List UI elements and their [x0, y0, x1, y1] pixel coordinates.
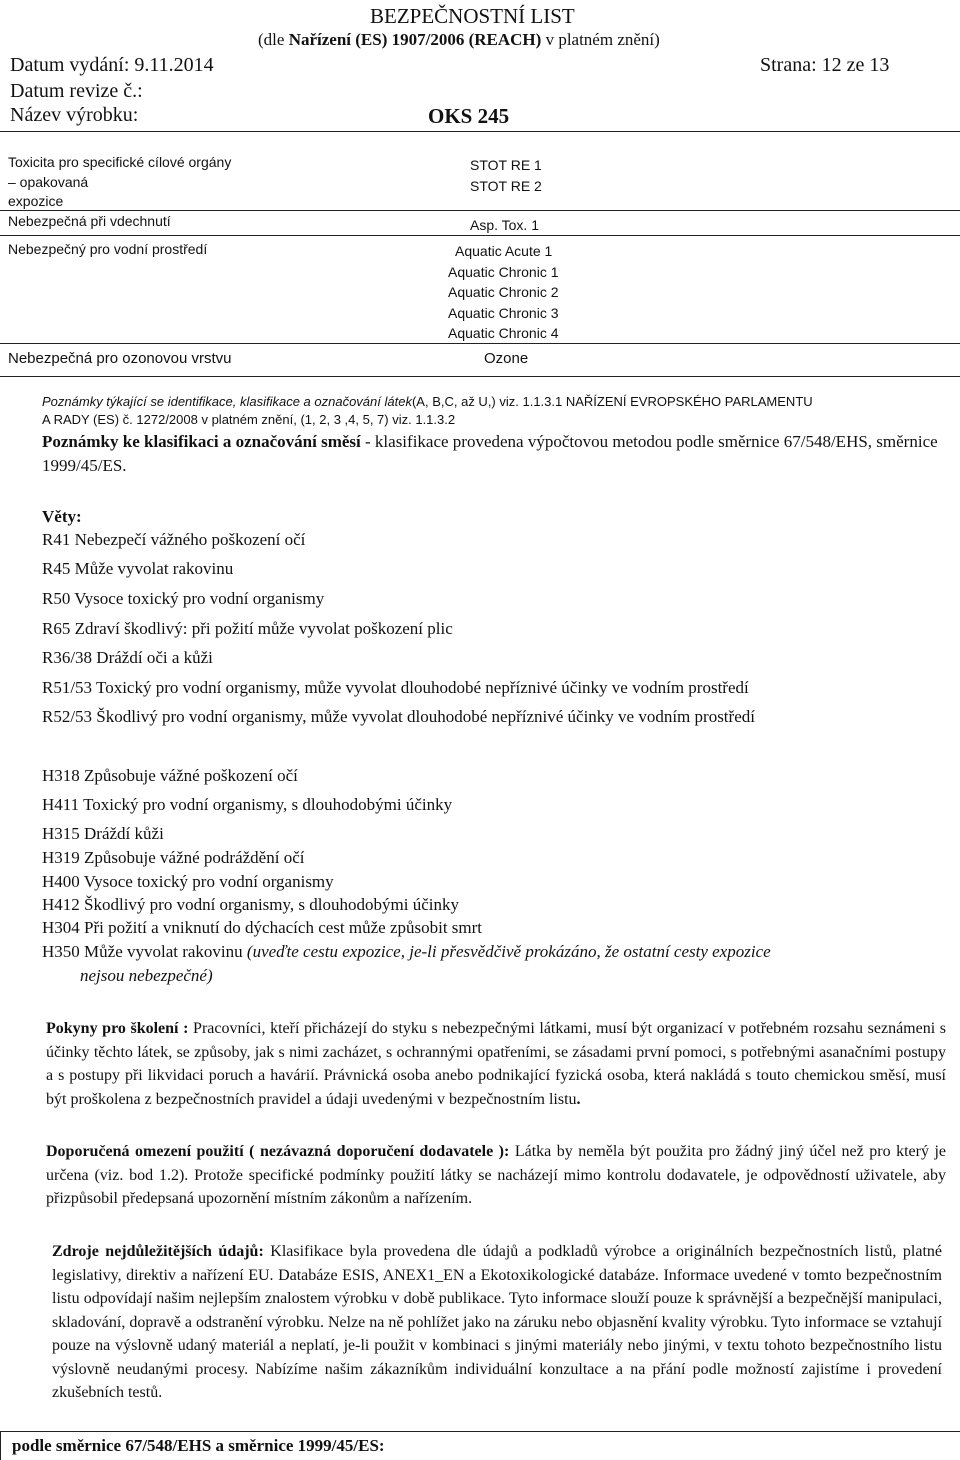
hazard-value: Aquatic Acute 1: [455, 243, 553, 259]
r-phrase: R41 Nebezpečí vážného poškození očí: [42, 530, 306, 549]
hazard-label: Nebezpečná při vdechnutí: [8, 213, 171, 229]
page-label: Strana:: [760, 54, 817, 76]
training-heading: Pokyny pro školení :: [46, 1020, 189, 1037]
r-phrases-heading: Věty:: [42, 507, 82, 526]
footer-directive: podle směrnice 67/548/EHS a směrnice 1999/45/ES:: [12, 1436, 385, 1455]
hazard-value: Aquatic Chronic 3: [448, 305, 559, 321]
hazard-label: Toxicita pro specifické cílové orgány: [8, 154, 232, 170]
identification-notes-ref-1: (A, B,C, až U,) viz. 1.1.3.1 NAŘÍZENÍ EVROPSKÉHO PARLAMENTU: [411, 394, 813, 409]
hazard-label: – opakovaná: [8, 174, 89, 190]
r-phrase: R51/53 Toxický pro vodní organismy, může vyvolat dlouhodobé nepříznivé účinky ve vodním prostředí: [42, 678, 749, 697]
hazard-value: Aquatic Chronic 2: [448, 284, 559, 300]
hazard-value: STOT RE 1: [470, 157, 542, 173]
h-phrase: H400 Vysoce toxický pro vodní organismy: [42, 872, 334, 891]
training-section: [46, 1017, 946, 1111]
document-subtitle: [258, 30, 660, 50]
h350-note: (uveďte cestu expozice, je-li přesvědčivě prokázáno, že ostatní cesty expozice: [246, 942, 771, 961]
restrictions-text: Látka by neměla být použita pro žádný jiný účel než pro který je určena (viz. bod 1.2). Protože specifické podmínky použití látky se nacházejí mimo kontrolu dodavatele, je odpovědností uživatele, aby přizpůsobil předepsaná upozornění místním zákonům a nařízením.: [46, 1143, 946, 1207]
sources-section: [52, 1240, 942, 1405]
footer-left-border: [0, 1432, 1, 1460]
page-indicator: [760, 54, 889, 77]
mixture-notes-heading: Poznámky ke klasifikaci a označování směsí: [42, 432, 361, 451]
page-number: 12: [821, 54, 842, 76]
page-total: 13: [869, 54, 890, 76]
hazard-value: Aquatic Chronic 4: [448, 325, 559, 341]
r-phrase: R65 Zdraví škodlivý: při požití může vyvolat poškození plic: [42, 619, 453, 638]
h-phrase: H318 Způsobuje vážné poškození očí: [42, 766, 298, 785]
subtitle-regulation: Nařízení (ES) 1907/2006 (REACH): [288, 30, 542, 49]
subtitle-post: v platném znění): [541, 30, 660, 49]
header-divider: [0, 131, 960, 132]
h-phrase: H411 Toxický pro vodní organismy, s dlouhodobými účinky: [42, 795, 453, 814]
revision-number: Datum revize č.:: [10, 80, 143, 102]
table-bottom-divider: [0, 376, 960, 377]
training-text: Pracovníci, kteří přicházejí do styku s nebezpečnými látkami, musí být organizací v potřebném rozsahu seznámeni s účinky těchto látek, se způsoby, jak s nimi zacházet, s ochrannými opatřeními, se zásadami první pomoci, s potřebnými asanačními postupy a s postupy při likvidaci poruch a havárií. Právnická osoba anebo podnikající fyzická osoba, která nakládá s touto chemickou směsí, musí být proškolena z bezpečnostních pravidel a údaji uvedenými v bezpečnostním listu: [46, 1020, 947, 1108]
restrictions-heading: Doporučená omezení použití ( nezávazná doporučení dodavatele ):: [46, 1143, 510, 1160]
issue-date: Datum vydání: 9.11.2014: [10, 54, 214, 76]
subtitle-pre: (dle: [258, 30, 289, 49]
hazard-value: Aquatic Chronic 1: [448, 264, 559, 280]
table-row-divider: [0, 343, 960, 344]
table-row-divider: [0, 235, 960, 236]
hazard-label: expozice: [8, 193, 64, 209]
h-phrase: H304 Při požití a vniknutí do dýchacích cest může způsobit smrt: [42, 918, 483, 937]
r-phrase: R52/53 Škodlivý pro vodní organismy, může vyvolat dlouhodobé nepříznivé účinky ve vodním prostředí: [42, 707, 755, 726]
h-phrase: H412 Škodlivý pro vodní organismy, s dlouhodobými účinky: [42, 895, 459, 914]
h350-note-end: nejsou nebezpečné): [80, 966, 213, 985]
sources-heading: Zdroje nejdůležitějších údajů:: [52, 1243, 264, 1260]
h-phrase: H315 Dráždí kůži: [42, 824, 164, 843]
r-phrase: R36/38 Dráždí oči a kůži: [42, 648, 213, 667]
identification-notes-heading: Poznámky týkající se identifikace, klasifikace a označování látek: [42, 394, 412, 409]
h-phrase: [42, 942, 771, 962]
document-title: BEZPEČNOSTNÍ LIST: [370, 4, 575, 28]
hazard-label: Nebezpečná pro ozonovou vrstvu: [8, 350, 232, 367]
r-phrase: R45 Může vyvolat rakovinu: [42, 559, 234, 578]
table-row-divider: [0, 210, 960, 211]
hazard-value: STOT RE 2: [470, 178, 542, 194]
hazard-label: Nebezpečný pro vodní prostředí: [8, 241, 208, 257]
hazard-value: Asp. Tox. 1: [470, 217, 540, 233]
product-label: Název výrobku:: [10, 104, 139, 126]
h-phrase-continuation: [80, 966, 213, 986]
hazard-value: Ozone: [484, 350, 529, 367]
footer-divider: [0, 1431, 960, 1432]
h-phrase: H319 Způsobuje vážné podráždění očí: [42, 848, 305, 867]
mixture-notes: [42, 430, 942, 478]
training-end: .: [576, 1090, 581, 1108]
identification-notes: [42, 393, 954, 429]
product-code: OKS 245: [428, 104, 510, 128]
page-of: ze: [846, 54, 865, 76]
r-phrase: R50 Vysoce toxický pro vodní organismy: [42, 589, 325, 608]
sources-text: Klasifikace byla provedena dle údajů a podkladů výrobce a originálních bezpečnostních listů, platné legislativy, direktiv a nařízení EU. Databáze ESIS, ANEX1_EN a Ekotoxikologické databáze. Informace uvedené v tomto bezpečnostním listu odpovídají našim nejlepším znalostem výrobku v době publikace. Tyto informace slouží pouze k správnější a bezpečnější manipulaci, skladování, dopravě a odstranění výrobku. Nelze na ně pohlížet jako na záruku nebo objasnění kvality výrobku. Tyto informace se vztahují pouze na výslovně udaný materiál a neplatí, je-li použit v kombinaci s jinými materiály nebo jinými, v textu tohoto bezpečnostního listu výslovně neudanými procesy. Nabízíme našim zákazníkům individuální konzultace a na přání podle možností zajistíme i provedení zkušebních testů.: [52, 1243, 943, 1401]
identification-notes-ref-2: A RADY (ES) č. 1272/2008 v platném znění, (1, 2, 3 ,4, 5, 7) viz. 1.1.3.2: [42, 412, 456, 427]
mixture-notes-text: - klasifikace provedena výpočtovou metodou podle směrnice 67/548/EHS, směrnice 1999/45/ES.: [42, 432, 938, 475]
restrictions-section: [46, 1140, 946, 1211]
h350-code: H350 Může vyvolat rakovinu: [42, 942, 247, 961]
